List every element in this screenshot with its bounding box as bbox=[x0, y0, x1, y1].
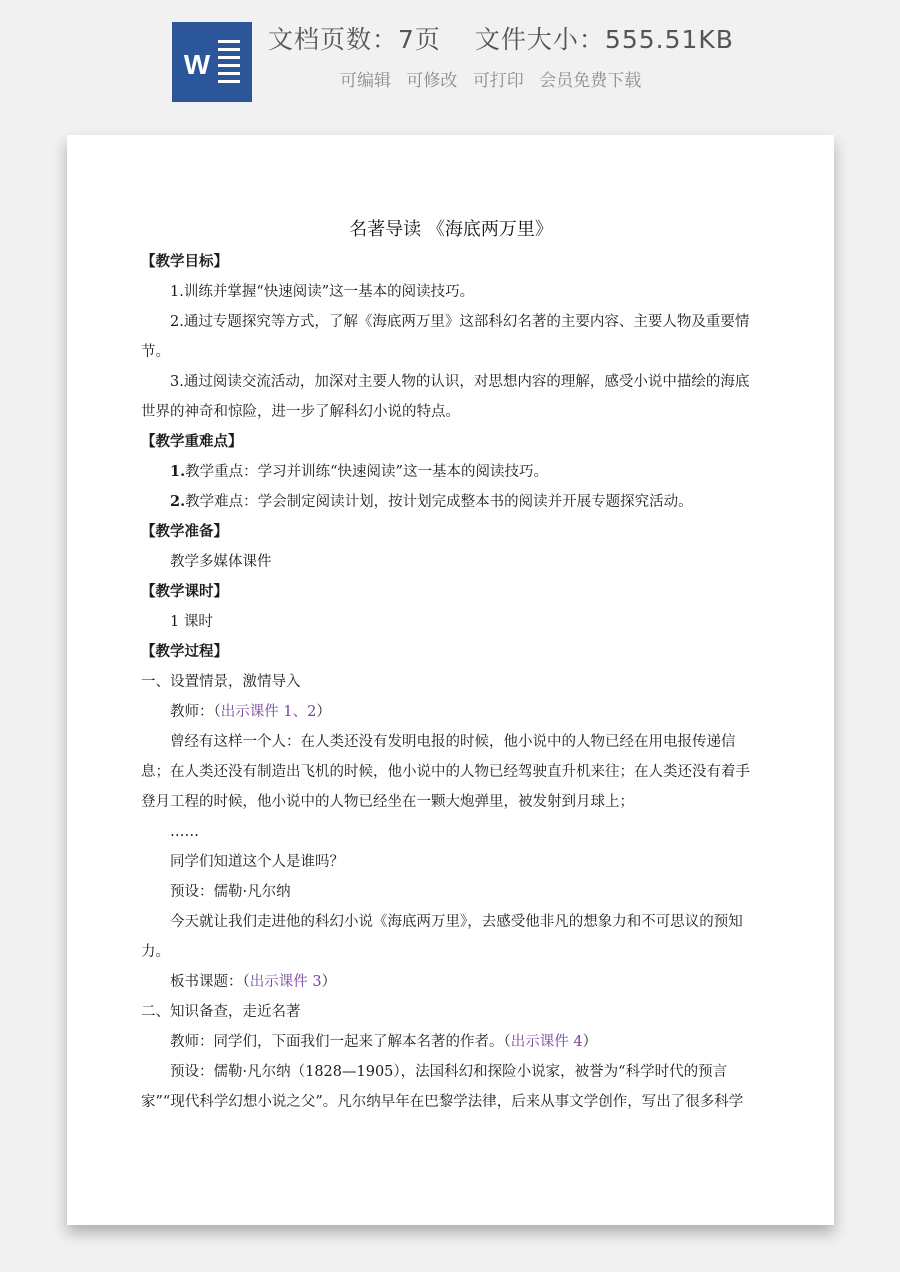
feature-list bbox=[340, 66, 651, 91]
document-title: 名著导读 《海底两万里》 bbox=[349, 219, 553, 240]
feature-printable: 可打印 bbox=[472, 71, 524, 91]
teacher-line-1 bbox=[141, 697, 761, 727]
teacher-line-2-suffix: ） bbox=[582, 1034, 598, 1050]
teacher-line-2-prefix: 教师：同学们，下面我们一起来了解本名著的作者。（ bbox=[170, 1034, 511, 1050]
key-point-2 bbox=[141, 487, 761, 517]
teacher-line-2 bbox=[141, 1027, 761, 1057]
question-line: 同学们知道这个人是谁吗？ bbox=[170, 854, 344, 870]
word-logo-letter: W bbox=[180, 48, 214, 82]
step-2-heading: 二、知识备查，走近名著 bbox=[141, 1004, 301, 1020]
class-hours-text: 1 课时 bbox=[170, 614, 213, 630]
key-point-1 bbox=[141, 457, 761, 487]
key-point-2-number: 2. bbox=[170, 493, 186, 510]
answer-line: 预设：儒勒·凡尔纳 bbox=[170, 884, 291, 900]
intro-paragraph: 曾经有这样一个人：在人类还没有发明电报的时候，他小说中的人物已经在用电报传递信息；在人类还没有制造出飞机的时候，他小说中的人物已经驾驶直升机来往；在人类还没有着手登月工程的时候，他小说中的人物已经坐在一颗大炮弹里，被发射到月球上； bbox=[141, 734, 750, 810]
document-page bbox=[67, 135, 834, 1225]
step-1-heading: 一、设置情景，激情导入 bbox=[141, 674, 301, 690]
page-count: 文档页数：7页 bbox=[268, 25, 441, 54]
teacher-line-1-suffix: ） bbox=[316, 704, 331, 720]
key-point-2-text: 教学难点：学会制定阅读计划，按计划完成整本书的阅读并开展专题探究活动。 bbox=[185, 494, 693, 510]
key-point-1-text: 教学重点：学习并训练“快速阅读”这一基本的阅读技巧。 bbox=[185, 464, 548, 480]
board-title-suffix: ） bbox=[321, 974, 337, 990]
section-heading-objectives: 【教学目标】 bbox=[141, 253, 228, 270]
feature-member-download: 会员免费下载 bbox=[539, 71, 642, 91]
board-title-line bbox=[141, 967, 761, 997]
teacher-line-1-prefix: 教师：（ bbox=[170, 704, 221, 720]
courseware-ref-3: 出示课件 3 bbox=[249, 974, 322, 990]
preparation-text: 教学多媒体课件 bbox=[170, 554, 272, 570]
ellipsis-line: …… bbox=[170, 824, 199, 840]
section-heading-preparation: 【教学准备】 bbox=[141, 523, 228, 540]
board-title-prefix: 板书课题：（ bbox=[170, 974, 250, 990]
transition-paragraph: 今天就让我们走进他的科幻小说《海底两万里》，去感受他非凡的想象力和不可思议的预知力。 bbox=[141, 914, 743, 960]
objective-1: 1.训练并掌握“快速阅读”这一基本的阅读技巧。 bbox=[170, 284, 475, 300]
objective-2: 2.通过专题探究等方式，了解《海底两万里》这部科幻名著的主要内容、主要人物及重要情节。 bbox=[141, 314, 750, 360]
section-heading-process: 【教学过程】 bbox=[141, 643, 228, 660]
key-point-1-number: 1. bbox=[170, 463, 186, 480]
section-heading-class-hours: 【教学课时】 bbox=[141, 583, 228, 600]
objective-3: 3.通过阅读交流活动，加深对主要人物的认识，对思想内容的理解，感受小说中描绘的海底世界的神奇和惊险，进一步了解科幻小说的特点。 bbox=[141, 374, 750, 420]
feature-modifiable: 可修改 bbox=[406, 71, 458, 91]
file-info bbox=[268, 20, 734, 56]
courseware-ref-1-2: 出示课件 1、2 bbox=[220, 704, 317, 720]
document-body bbox=[141, 215, 761, 1117]
file-size: 文件大小：555.51KB bbox=[474, 25, 734, 54]
author-paragraph: 预设：儒勒·凡尔纳（1828—1905），法国科幻和探险小说家，被誉为“科学时代的预言家”“现代科学幻想小说之父”。凡尔纳早年在巴黎学法律，后来从事文学创作，写出了很多科学 bbox=[141, 1064, 744, 1110]
section-heading-key-points: 【教学重难点】 bbox=[141, 433, 243, 450]
courseware-ref-4: 出示课件 4 bbox=[510, 1034, 583, 1050]
word-document-icon bbox=[172, 22, 252, 102]
feature-editable: 可编辑 bbox=[340, 71, 391, 91]
